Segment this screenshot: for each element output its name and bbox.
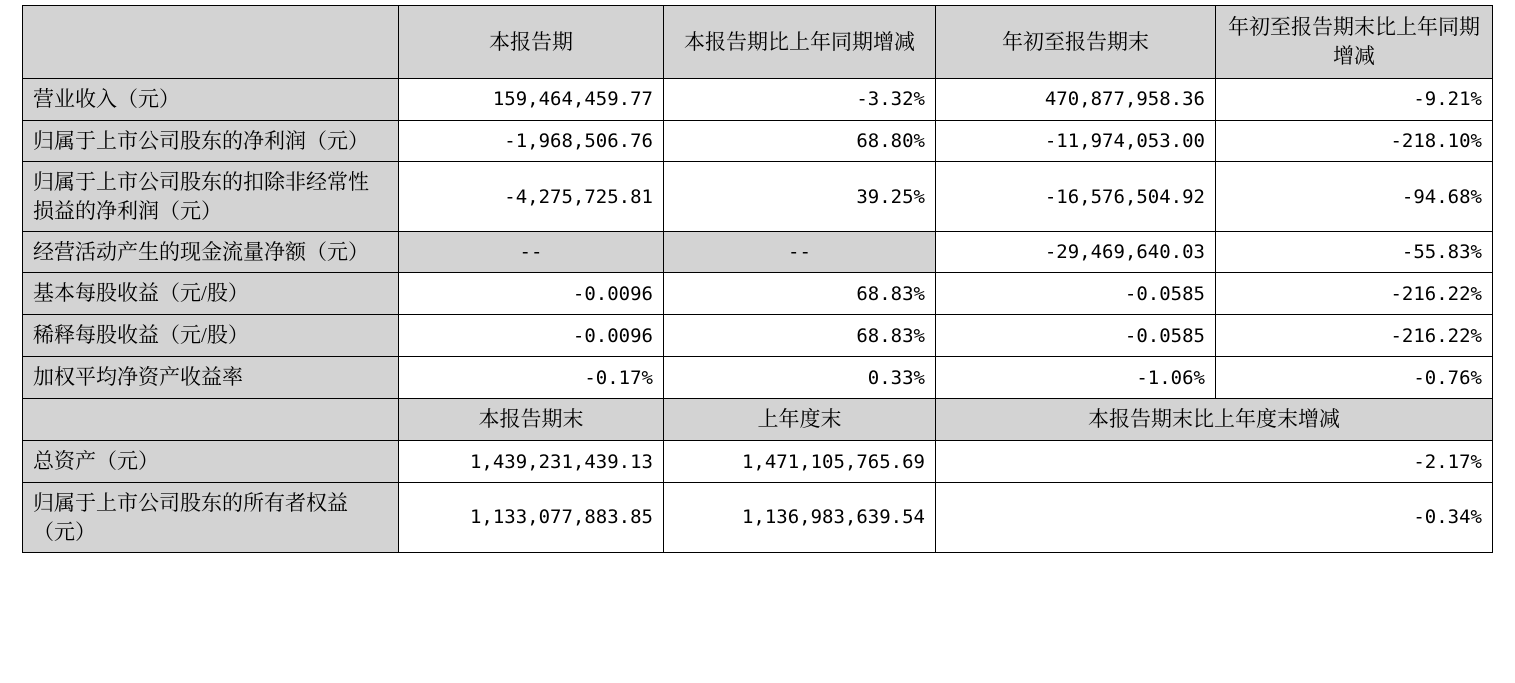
second-header-col-change: 本报告期末比上年度末增减 — [936, 399, 1493, 441]
table-row — [23, 273, 1493, 315]
cell-equity-change: -0.34% — [936, 483, 1493, 553]
table-row — [23, 79, 1493, 121]
cell-net-profit-current-yoy: 68.80% — [664, 120, 936, 161]
cell-net-profit-deducted-ytd: -16,576,504.92 — [936, 162, 1216, 232]
cell-total-assets-change: -2.17% — [936, 441, 1493, 483]
cell-operating-cashflow-current: -- — [399, 232, 664, 273]
financial-summary-table — [22, 5, 1493, 553]
cell-net-profit-ytd-yoy: -218.10% — [1216, 120, 1493, 161]
row-label-equity: 归属于上市公司股东的所有者权益（元） — [23, 483, 399, 553]
cell-revenue-ytd-yoy: -9.21% — [1216, 79, 1493, 121]
second-header-col-last-year-end: 上年度末 — [664, 399, 936, 441]
row-label-net-profit-deducted: 归属于上市公司股东的扣除非经常性损益的净利润（元） — [23, 162, 399, 232]
row-label-roe: 加权平均净资产收益率 — [23, 357, 399, 399]
header-col-ytd: 年初至报告期末 — [936, 6, 1216, 79]
cell-total-assets-period-end: 1,439,231,439.13 — [399, 441, 664, 483]
cell-revenue-current: 159,464,459.77 — [399, 79, 664, 121]
cell-net-profit-ytd: -11,974,053.00 — [936, 120, 1216, 161]
cell-operating-cashflow-ytd-yoy: -55.83% — [1216, 232, 1493, 273]
header-col-current-period-yoy: 本报告期比上年同期增减 — [664, 6, 936, 79]
cell-operating-cashflow-ytd: -29,469,640.03 — [936, 232, 1216, 273]
cell-basic-eps-current-yoy: 68.83% — [664, 273, 936, 315]
row-label-diluted-eps: 稀释每股收益（元/股） — [23, 315, 399, 357]
financial-summary-sheet — [22, 5, 1492, 553]
header-col-ytd-yoy: 年初至报告期末比上年同期增减 — [1216, 6, 1493, 79]
cell-diluted-eps-ytd-yoy: -216.22% — [1216, 315, 1493, 357]
header-col-current-period: 本报告期 — [399, 6, 664, 79]
cell-net-profit-current: -1,968,506.76 — [399, 120, 664, 161]
cell-roe-ytd: -1.06% — [936, 357, 1216, 399]
cell-roe-current: -0.17% — [399, 357, 664, 399]
cell-equity-period-end: 1,133,077,883.85 — [399, 483, 664, 553]
table-row — [23, 120, 1493, 161]
row-label-operating-cashflow: 经营活动产生的现金流量净额（元） — [23, 232, 399, 273]
cell-roe-current-yoy: 0.33% — [664, 357, 936, 399]
table-row — [23, 162, 1493, 232]
cell-net-profit-deducted-current-yoy: 39.25% — [664, 162, 936, 232]
cell-net-profit-deducted-ytd-yoy: -94.68% — [1216, 162, 1493, 232]
cell-diluted-eps-ytd: -0.0585 — [936, 315, 1216, 357]
cell-revenue-ytd: 470,877,958.36 — [936, 79, 1216, 121]
cell-operating-cashflow-current-yoy: -- — [664, 232, 936, 273]
cell-basic-eps-ytd: -0.0585 — [936, 273, 1216, 315]
row-label-basic-eps: 基本每股收益（元/股） — [23, 273, 399, 315]
table-row — [23, 441, 1493, 483]
header-corner-cell — [23, 6, 399, 79]
cell-net-profit-deducted-current: -4,275,725.81 — [399, 162, 664, 232]
cell-basic-eps-ytd-yoy: -216.22% — [1216, 273, 1493, 315]
table-row — [23, 232, 1493, 273]
cell-total-assets-last-year-end: 1,471,105,765.69 — [664, 441, 936, 483]
cell-revenue-current-yoy: -3.32% — [664, 79, 936, 121]
table-second-header-row — [23, 399, 1493, 441]
row-label-net-profit: 归属于上市公司股东的净利润（元） — [23, 120, 399, 161]
cell-equity-last-year-end: 1,136,983,639.54 — [664, 483, 936, 553]
cell-basic-eps-current: -0.0096 — [399, 273, 664, 315]
table-row — [23, 483, 1493, 553]
table-row — [23, 315, 1493, 357]
row-label-total-assets: 总资产（元） — [23, 441, 399, 483]
second-header-corner-cell — [23, 399, 399, 441]
table-row — [23, 357, 1493, 399]
cell-roe-ytd-yoy: -0.76% — [1216, 357, 1493, 399]
second-header-col-period-end: 本报告期末 — [399, 399, 664, 441]
row-label-revenue: 营业收入（元） — [23, 79, 399, 121]
cell-diluted-eps-current-yoy: 68.83% — [664, 315, 936, 357]
table-header-row — [23, 6, 1493, 79]
cell-diluted-eps-current: -0.0096 — [399, 315, 664, 357]
